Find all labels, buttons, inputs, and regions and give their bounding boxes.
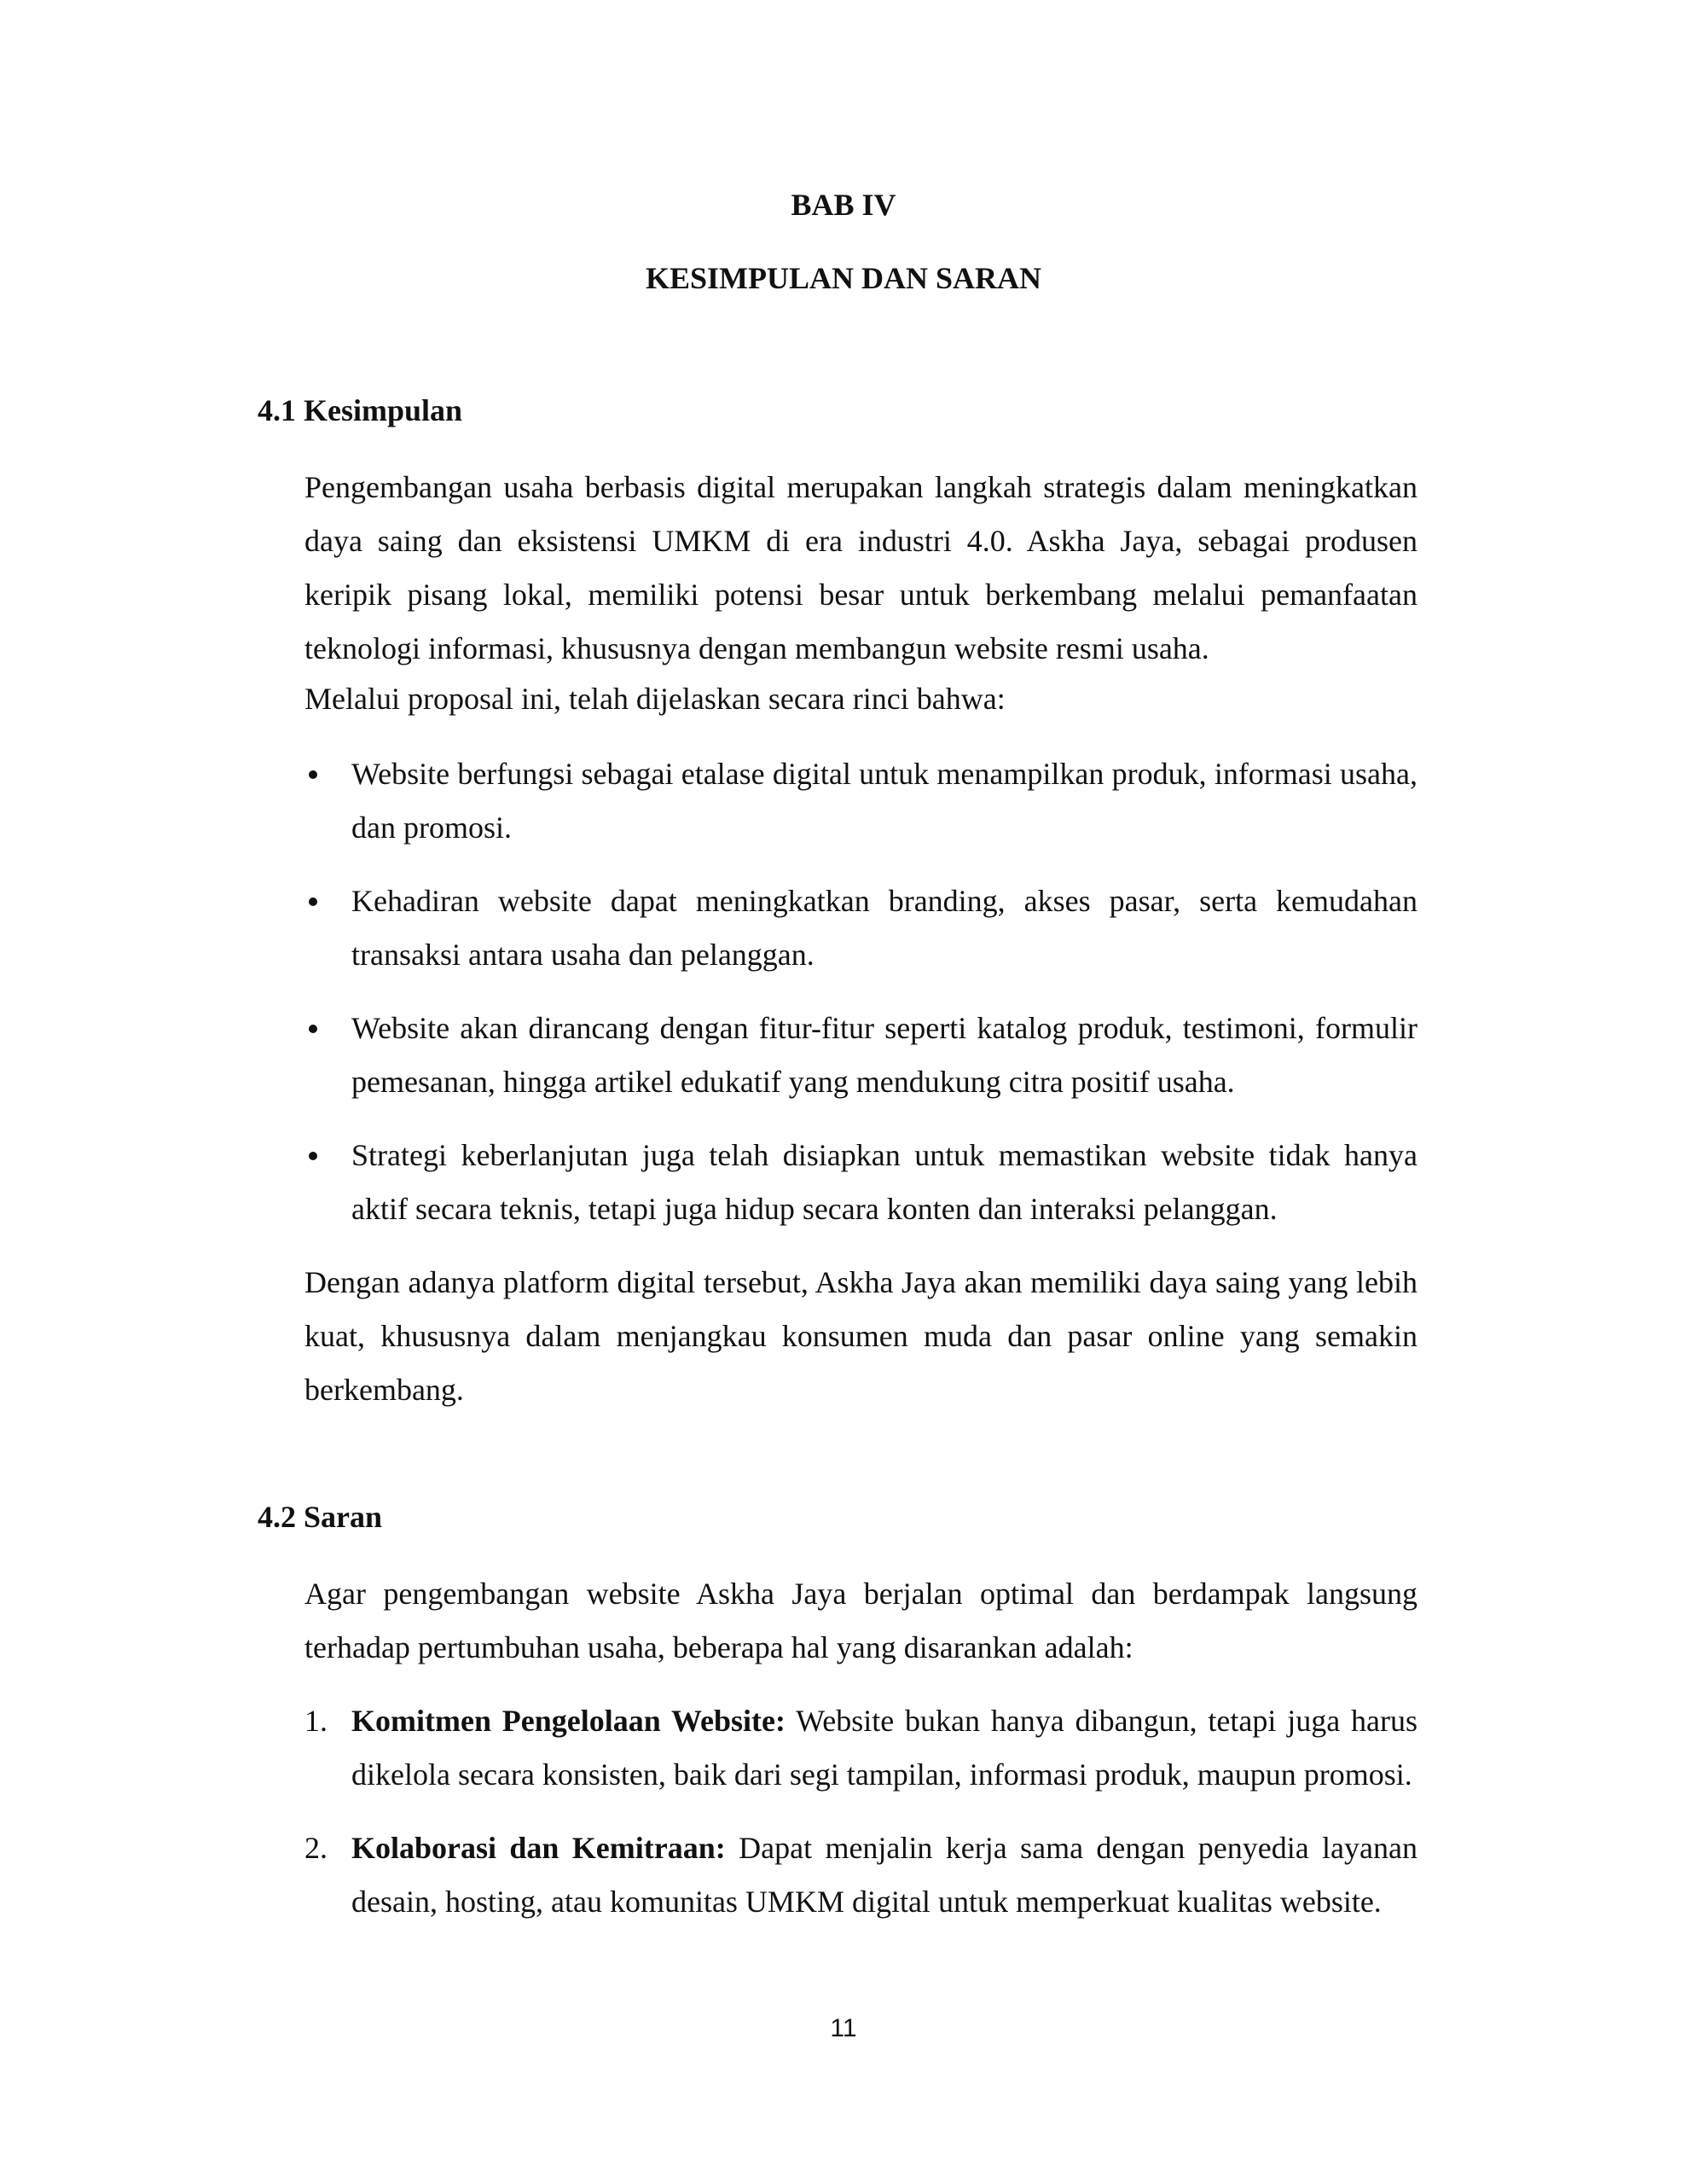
saran-paragraph: Agar pengembangan website Askha Jaya berjalan optimal dan berdampak langsung terhadap pertumbuhan usaha, beberapa hal yang disarankan adalah: [304,1577,1417,1664]
section-heading-kesimpulan: 4.1 Kesimpulan [258,393,463,427]
numbered-item-title: Komitmen Pengelolaan Website: [351,1704,786,1738]
numbered-item-body: Website bukan hanya dibangun, tetapi juga harus dikelola secara konsisten, baik dari segi tampilan, informasi produk, maupun promosi. [351,1704,1417,1792]
bullet-text: Website berfungsi sebagai etalase digital untuk menampilkan produk, informasi usaha, dan promosi. [351,757,1417,845]
numbered-item-title: Kolaborasi dan Kemitraan: [351,1831,726,1865]
numbered-item-text [351,1694,1417,1802]
item-number: 2. [304,1831,328,1865]
kesimpulan-paragraph: Pengembangan usaha berbasis digital merupakan langkah strategis dalam meningkatkan daya saing dan eksistensi UMKM di era industri 4.0. Askha Jaya, sebagai produsen keripik pisang lokal, memiliki potensi besar untuk berkembang melalui pemanfaatan teknologi informasi, khususnya dengan membangun website resmi usaha. [304,470,1417,665]
numbered-item-text [351,1821,1417,1929]
item-number: 1. [304,1704,328,1738]
bullet-text: Kehadiran website dapat meningkatkan branding, akses pasar, serta kemudahan transaksi antara usaha dan pelanggan. [351,884,1417,972]
section-heading-saran: 4.2 Saran [258,1500,383,1534]
chapter-number: BAB IV [791,188,896,222]
page-number: 11 [830,2014,857,2042]
bullet-text: Website akan dirancang dengan fitur-fitur seperti katalog produk, testimoni, formulir pemesanan, hingga artikel edukatif yang mendukung citra positif usaha. [351,1011,1417,1099]
kesimpulan-closing-paragraph: Dengan adanya platform digital tersebut, Askha Jaya akan memiliki daya saing yang lebih kuat, khususnya dalam menjangkau konsumen muda dan pasar online yang semakin berkembang. [304,1265,1417,1407]
chapter-title: KESIMPULAN DAN SARAN [645,261,1042,295]
numbered-item-body: Dapat menjalin kerja sama dengan penyedia layanan desain, hosting, atau komunitas UMKM digital untuk memperkuat kualitas website. [351,1831,1417,1919]
kesimpulan-lead-in: Melalui proposal ini, telah dijelaskan secara rinci bahwa: [304,682,1006,716]
bullet-text: Strategi keberlanjutan juga telah disiapkan untuk memastikan website tidak hanya aktif secara teknis, tetapi juga hidup secara konten dan interaksi pelanggan. [351,1138,1417,1226]
